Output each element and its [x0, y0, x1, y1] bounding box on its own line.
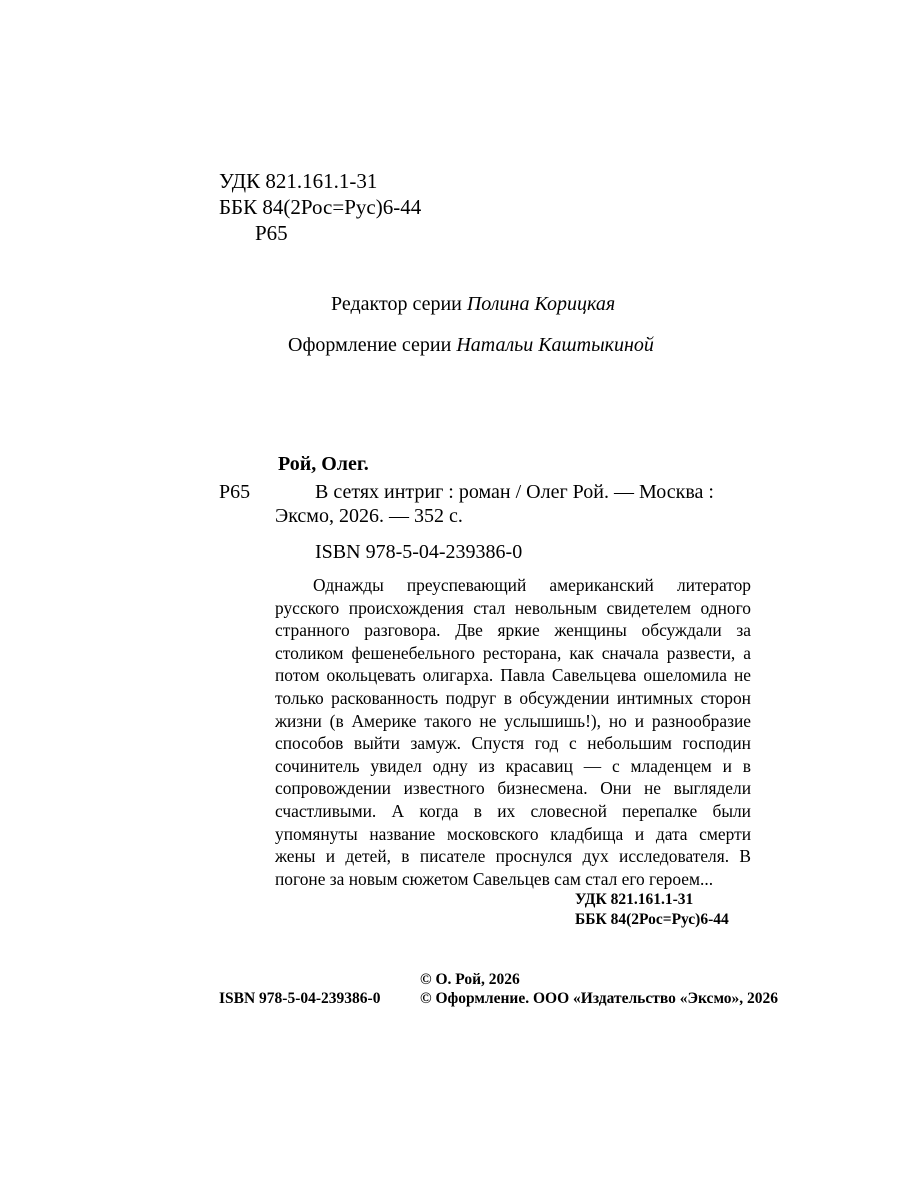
copyright-author: © О. Рой, 2026	[420, 971, 520, 988]
series-editor-name: Полина Корицкая	[466, 293, 616, 315]
record-title-line-2: Эксмо, 2026. — 352 с.	[275, 505, 463, 527]
footer-isbn: ISBN 978-5-04-239386-0	[219, 990, 381, 1007]
author-mark: Р65	[255, 221, 288, 245]
series-design-name: Натальи Каштыкиной	[456, 334, 654, 356]
series-editor-line	[331, 293, 615, 316]
udk-code: УДК 821.161.1-31	[219, 169, 378, 193]
bbk-bold: ББК 84(2Рос=Рус)6-44	[575, 911, 729, 928]
record-author-mark: Р65	[219, 481, 251, 503]
series-design-label: Оформление серии	[288, 334, 457, 356]
record-isbn: ISBN 978-5-04-239386-0	[315, 541, 523, 563]
series-editor-label: Редактор серии	[331, 293, 467, 315]
bbk-code: ББК 84(2Рос=Рус)6-44	[219, 195, 422, 219]
udk-bold: УДК 821.161.1-31	[575, 891, 694, 908]
series-design-line	[288, 334, 654, 357]
copyright-design: © Оформление. ООО «Издательство «Эксмо», 2026	[420, 990, 779, 1007]
record-title-line-1: В сетях интриг : роман / Олег Рой. — Москва :	[315, 481, 714, 503]
record-author: Рой, Олег.	[278, 453, 369, 475]
annotation-paragraph: Однажды преуспевающий американский литератор русского происхождения стал невольным свидетелем одного странного разговора. Две яркие женщины обсуждали за столиком фешенебельного ресторана, как сначала развести, а потом окольцевать олигарха. Павла Савельцева ошеломила не только раскованность подруг в обсуждении интимных сторон жизни (в Америке такого не услышишь!), но и разнообразие способов выйти замуж. Спустя год с небольшим господин сочинитель увидел одну из красавиц — с младенцем и в сопровождении известного бизнесмена. Они не выглядели счастливыми. А когда в их словесной перепалке были упомянуты название московского кладбища и дата смерти жены и детей, в писателе проснулся дух исследователя. В погоне за новым сюжетом Савельцев сам стал его героем...	[275, 575, 751, 889]
